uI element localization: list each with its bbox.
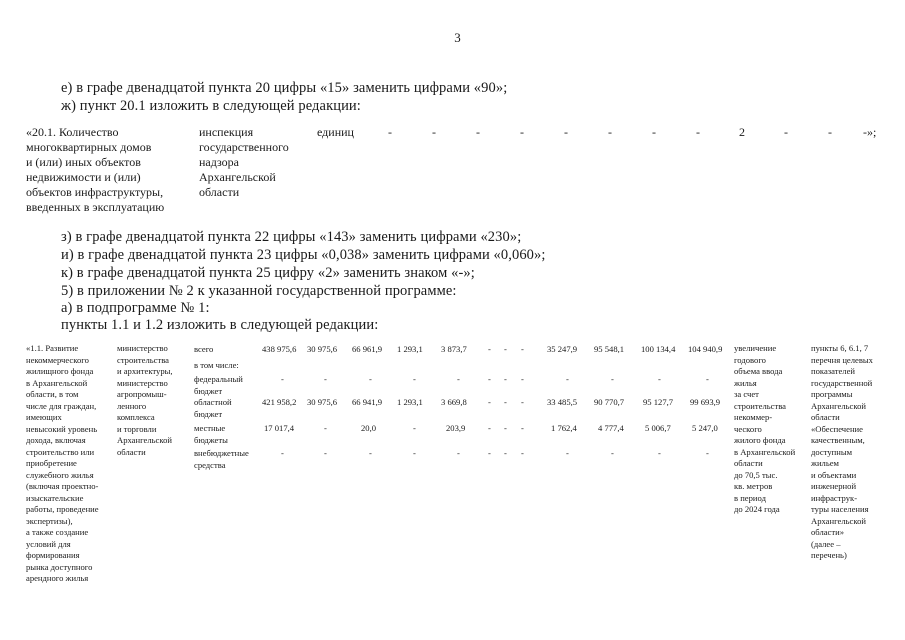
- cell-line: и торговли: [117, 423, 157, 434]
- cell-line: в Архангельской: [26, 377, 88, 388]
- cell-line: федеральный: [194, 374, 243, 384]
- cell-line: в том числе:: [194, 360, 239, 370]
- cell-line: области: [199, 185, 240, 199]
- cell-line: годового: [734, 354, 766, 365]
- amount-cell: 5 247,0: [692, 423, 718, 433]
- value-cell: -: [608, 125, 612, 139]
- cell-line: числе для граждан,: [26, 400, 97, 411]
- cell-line: формирования: [26, 550, 80, 560]
- amount-cell: 95 548,1: [594, 344, 625, 354]
- cell-line: программы: [811, 389, 853, 399]
- cell-line: комплекса: [117, 412, 155, 422]
- cell-line: дохода, включая: [26, 435, 86, 445]
- amount-cell: -: [521, 344, 524, 354]
- amount-cell: -: [611, 374, 614, 384]
- cell-line: строительства: [117, 354, 169, 365]
- cell-line: а также создание: [26, 527, 89, 537]
- cell-line: Архангельской: [199, 170, 276, 184]
- paragraph-line: ж) пункт 20.1 изложить в следующей редакции:: [61, 98, 361, 114]
- cell-line: жилищного фонда: [26, 366, 94, 376]
- paragraph-line: к) в графе двенадцатой пункта 25 цифру «2» заменить знаком «-»;: [61, 265, 475, 281]
- cell-line: работы, проведение: [26, 504, 99, 514]
- cell-line: (далее –: [811, 538, 841, 549]
- cell-line: «1.1. Развитие: [26, 343, 79, 353]
- value-cell: -: [432, 125, 436, 139]
- cell-line: ческого: [734, 423, 762, 434]
- executor-cell: [117, 343, 173, 458]
- cell-line: области: [734, 458, 763, 468]
- cell-line: «Обеспечение: [811, 423, 863, 434]
- paragraph-line: з) в графе двенадцатой пункта 22 цифры «143» заменить цифрами «230»;: [61, 229, 522, 245]
- cell-line: агропромыш-: [117, 389, 167, 399]
- amount-cell: 20,0: [361, 423, 377, 433]
- amount-cell: 30 975,6: [307, 397, 338, 407]
- indicator-name-cell: [26, 125, 164, 215]
- cell-line: всего: [194, 344, 214, 354]
- cell-line: внебюджетные: [194, 448, 249, 458]
- amount-cell: 1 293,1: [397, 397, 423, 407]
- cell-line: до 70,5 тыс.: [734, 469, 778, 480]
- cell-line: перечня целевых: [811, 354, 873, 365]
- cell-line: и объектами: [811, 469, 857, 480]
- paragraph-line: пункты 1.1 и 1.2 изложить в следующей редакции:: [61, 317, 379, 333]
- source-label: [194, 360, 239, 372]
- cell-line: до 2024 года: [734, 504, 780, 514]
- cell-line: доступным: [811, 446, 853, 457]
- paragraph-line: е) в графе двенадцатой пункта 20 цифры «15» заменить цифрами «90»;: [61, 80, 508, 96]
- cell-line: государственного: [199, 140, 289, 154]
- amount-cell: -: [658, 448, 661, 458]
- cell-line: Архангельской: [117, 435, 172, 445]
- cell-line: ленного: [117, 400, 147, 411]
- cell-line: объема ввода: [734, 366, 783, 376]
- cell-line: бюджет: [194, 408, 223, 419]
- cell-line: бюджет: [194, 385, 223, 396]
- amount-cell: -: [281, 448, 284, 458]
- cell-line: государственной: [811, 377, 873, 388]
- amount-cell: -: [521, 448, 524, 458]
- cell-line: экспертизы),: [26, 515, 73, 526]
- cell-line: туры населения: [811, 504, 869, 514]
- executor-cell: [199, 125, 289, 200]
- cell-line: области»: [811, 527, 845, 537]
- cell-line: в Архангельской: [734, 446, 796, 457]
- cell-line: области: [811, 412, 840, 422]
- amount-cell: -: [504, 397, 507, 407]
- amount-cell: -: [521, 423, 524, 433]
- cell-line: строительства: [734, 400, 786, 411]
- cell-line: «20.1. Количество: [26, 125, 119, 139]
- amount-cell: -: [413, 448, 416, 458]
- source-label: [194, 448, 249, 471]
- cell-line: области, в том: [26, 389, 79, 399]
- amount-cell: -: [566, 374, 569, 384]
- amount-cell: 5 006,7: [645, 423, 671, 433]
- amount-cell: -: [488, 423, 491, 433]
- expected-result-cell: [734, 343, 795, 516]
- indicator-link-cell: [811, 343, 873, 562]
- cell-line: Архангельской: [811, 515, 866, 526]
- amount-cell: -: [324, 448, 327, 458]
- amount-cell: 95 127,7: [643, 397, 674, 407]
- amount-cell: 203,9: [446, 423, 466, 433]
- cell-line: в период: [734, 492, 766, 503]
- value-cell: -: [564, 125, 568, 139]
- cell-line: инспекция: [199, 125, 254, 139]
- cell-line: изыскательские: [26, 492, 84, 503]
- cell-line: и (или) иных объектов: [26, 155, 141, 169]
- cell-line: некоммерческого: [26, 354, 89, 365]
- value-cell: 2: [739, 125, 745, 139]
- unit-cell: единиц: [317, 125, 354, 139]
- amount-cell: 3 873,7: [441, 344, 467, 354]
- amount-cell: -: [504, 423, 507, 433]
- cell-line: области: [117, 446, 146, 457]
- cell-line: рынка доступного: [26, 561, 93, 572]
- amount-cell: 66 961,9: [352, 344, 383, 354]
- amount-cell: 33 485,5: [547, 397, 578, 407]
- amount-cell: -: [324, 423, 327, 433]
- cell-line: недвижимости и (или): [26, 170, 141, 184]
- amount-cell: 100 134,4: [641, 344, 676, 354]
- cell-line: некоммер-: [734, 412, 773, 422]
- cell-line: надзора: [199, 155, 239, 169]
- paragraph-line: 5) в приложении № 2 к указанной государственной программе:: [61, 283, 457, 299]
- amount-cell: 17 017,4: [264, 423, 295, 433]
- cell-line: Архангельской: [811, 400, 866, 411]
- amount-cell: -: [413, 374, 416, 384]
- amount-cell: -: [504, 374, 507, 384]
- cell-line: строительство или: [26, 446, 95, 457]
- amount-cell: 421 958,2: [262, 397, 297, 407]
- amount-cell: 1 293,1: [397, 344, 423, 354]
- cell-line: областной: [194, 397, 232, 407]
- amount-cell: -: [521, 397, 524, 407]
- cell-line: объектов инфраструктуры,: [26, 185, 164, 199]
- cell-line: введенных в эксплуатацию: [26, 200, 165, 214]
- source-label: [194, 344, 213, 356]
- amount-cell: -: [504, 344, 507, 354]
- amount-cell: -: [488, 374, 491, 384]
- value-cell: -: [520, 125, 524, 139]
- amount-cell: -: [281, 374, 284, 384]
- measure-name-cell: [26, 343, 99, 585]
- cell-line: жилого фонда: [734, 435, 786, 445]
- value-cell: -: [388, 125, 392, 139]
- amount-cell: -: [488, 448, 491, 458]
- amount-cell: -: [457, 374, 460, 384]
- amount-cell: 104 940,9: [688, 344, 723, 354]
- source-label: [194, 423, 228, 446]
- cell-line: невысокий уровень: [26, 423, 98, 434]
- amount-cell: -: [369, 374, 372, 384]
- cell-line: (включая проектно-: [26, 481, 99, 491]
- amount-cell: 66 941,9: [352, 397, 383, 407]
- amount-cell: 99 693,9: [690, 397, 721, 407]
- cell-line: показателей: [811, 366, 856, 376]
- amount-cell: -: [457, 448, 460, 458]
- amount-cell: 35 247,9: [547, 344, 578, 354]
- amount-cell: -: [521, 374, 524, 384]
- amount-cell: 30 975,6: [307, 344, 338, 354]
- paragraph-line: а) в подпрограмме № 1:: [61, 300, 210, 316]
- paragraph-line: и) в графе двенадцатой пункта 23 цифры «0,038» заменить цифрами «0,060»;: [61, 247, 546, 263]
- amount-cell: -: [504, 448, 507, 458]
- amount-cell: -: [566, 448, 569, 458]
- value-cell: -»;: [863, 125, 877, 139]
- source-label: [194, 397, 232, 420]
- cell-line: и архитектуры,: [117, 366, 173, 376]
- cell-line: бюджеты: [194, 434, 228, 445]
- cell-line: многоквартирных домов: [26, 140, 152, 154]
- cell-line: за счет: [734, 389, 759, 399]
- cell-line: инфраструк-: [811, 492, 858, 503]
- cell-line: условий для: [26, 538, 71, 549]
- cell-line: министерство: [117, 343, 168, 353]
- cell-line: министерство: [117, 377, 168, 388]
- amount-cell: 438 975,6: [262, 344, 297, 354]
- cell-line: жильем: [811, 458, 839, 468]
- value-cell: -: [828, 125, 832, 139]
- cell-line: служебного жилья: [26, 469, 94, 480]
- amount-cell: 90 770,7: [594, 397, 625, 407]
- amount-cell: -: [488, 397, 491, 407]
- cell-line: жилья: [734, 377, 757, 388]
- value-cell: -: [652, 125, 656, 139]
- cell-line: средства: [194, 459, 226, 470]
- amount-cell: 1 762,4: [551, 423, 577, 433]
- cell-line: имеющих: [26, 412, 62, 422]
- cell-line: арендного жилья: [26, 573, 89, 583]
- cell-line: увеличение: [734, 343, 777, 353]
- value-cell: -: [784, 125, 788, 139]
- value-cell: -: [476, 125, 480, 139]
- source-label: [194, 374, 243, 397]
- cell-line: приобретение: [26, 458, 77, 468]
- cell-line: инженерной: [811, 481, 857, 491]
- amount-cell: -: [413, 423, 416, 433]
- value-cell: -: [696, 125, 700, 139]
- cell-line: качественным,: [811, 435, 865, 445]
- cell-line: перечень): [811, 550, 847, 560]
- amount-cell: 3 669,8: [441, 397, 467, 407]
- cell-line: местные: [194, 423, 226, 433]
- page-number: 3: [454, 30, 461, 45]
- amount-cell: -: [706, 374, 709, 384]
- cell-line: пункты 6, 6.1, 7: [811, 343, 869, 353]
- amount-cell: -: [324, 374, 327, 384]
- amount-cell: -: [611, 448, 614, 458]
- amount-cell: -: [369, 448, 372, 458]
- amount-cell: -: [488, 344, 491, 354]
- cell-line: кв. метров: [734, 481, 773, 491]
- amount-cell: -: [706, 448, 709, 458]
- amount-cell: 4 777,4: [598, 423, 624, 433]
- amount-cell: -: [658, 374, 661, 384]
